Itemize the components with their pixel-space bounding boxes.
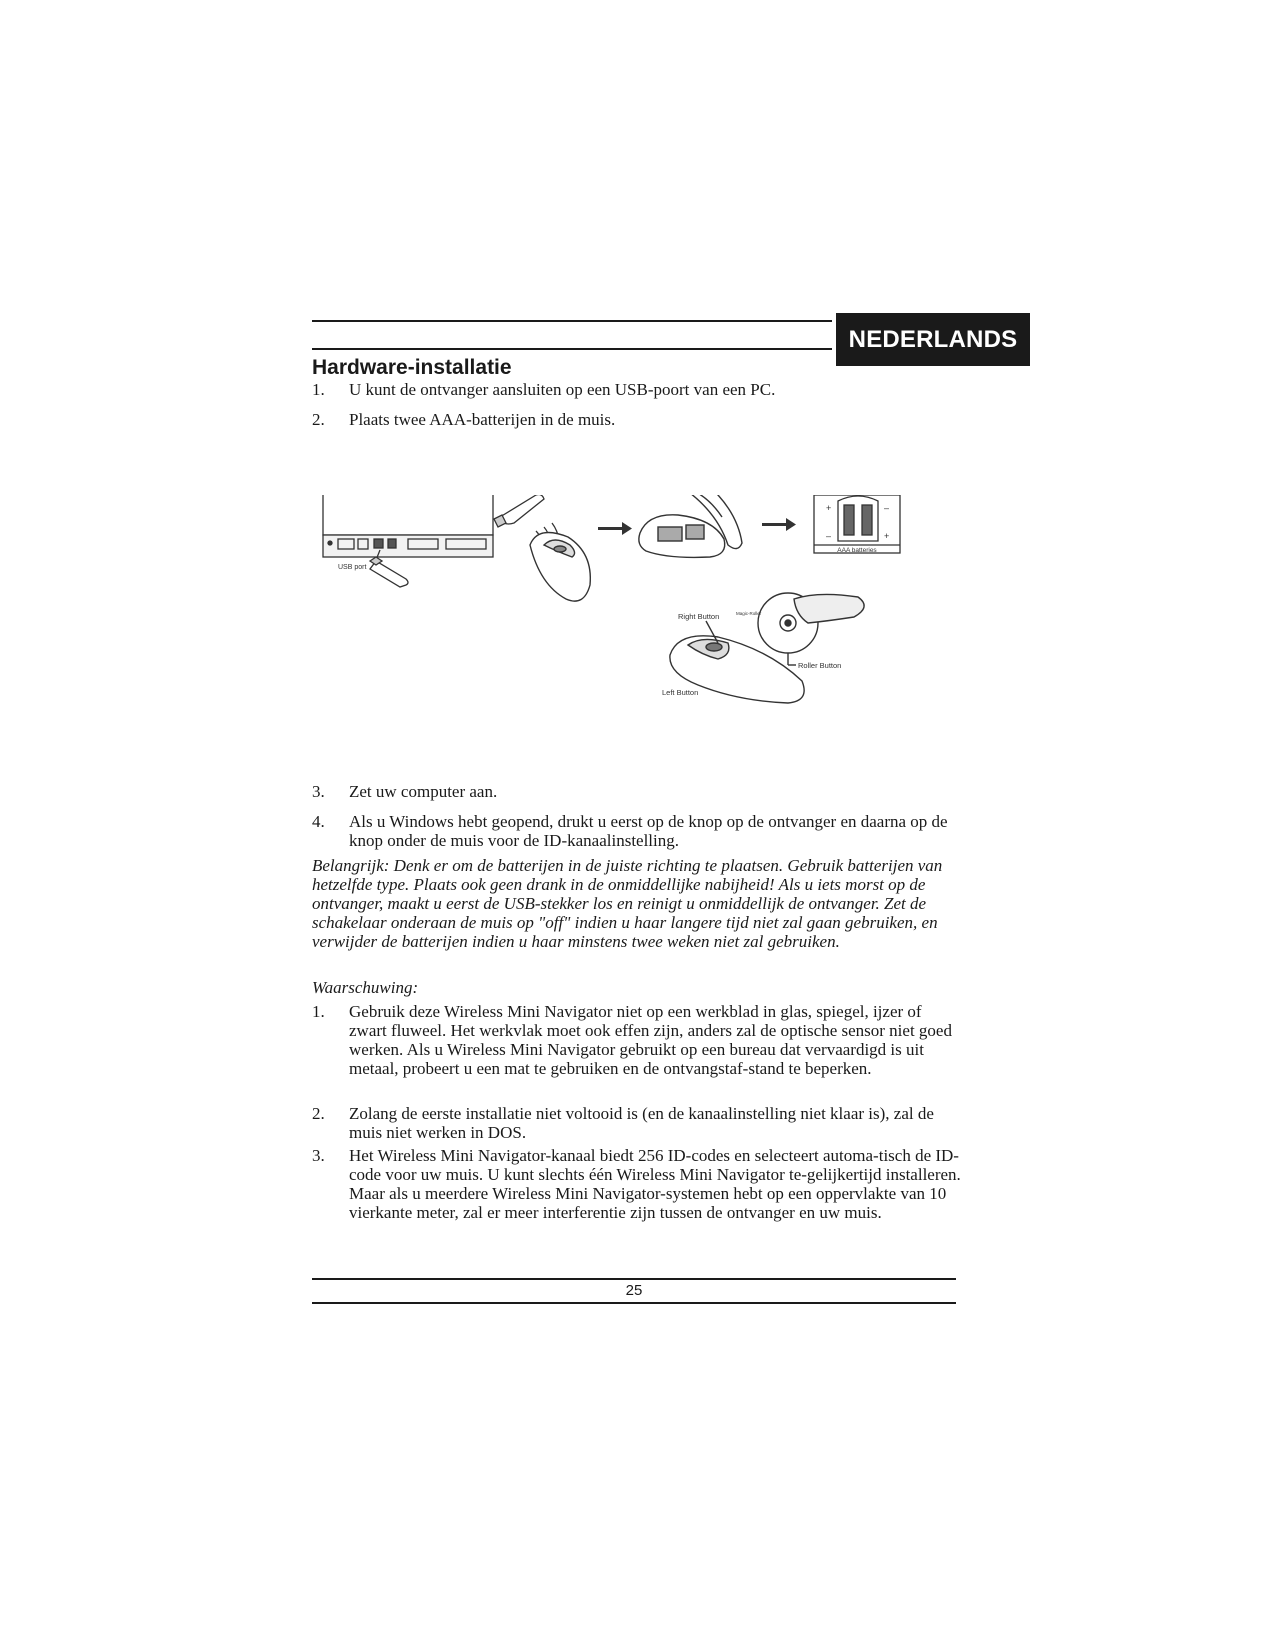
step-text: Als u Windows hebt geopend, drukt u eerst op de knop op de ontvanger en daarna op de knop onder de muis voor de ID-kanaalinstelling. xyxy=(349,812,948,850)
right-button-label: Right Button xyxy=(678,612,720,621)
left-button-label: Left Button xyxy=(662,688,699,697)
language-badge: NEDERLANDS xyxy=(836,313,1030,366)
footer-top-rule xyxy=(312,1278,956,1280)
warning-text: Gebruik deze Wireless Mini Navigator niet op een werkblad in glas, spiegel, ijzer of zwart fluweel. Het werkvlak moet ook effen zijn, anders zal de optische sensor niet goed werken. Als u Wireless Mini Navigator gebruikt op een bureau dat vervaardigd is uit metaal, probeert u een mat te gebruiken en de ontvangstaf-stand te beperken. xyxy=(349,1002,952,1078)
header-bottom-rule xyxy=(312,348,832,350)
warning-number: 1. xyxy=(312,1002,325,1021)
usb-receiver-top xyxy=(494,495,544,527)
laptop-rear-drawing xyxy=(323,495,493,565)
section-title: Hardware-installatie xyxy=(312,356,512,379)
step-3 xyxy=(312,782,962,801)
step-text: U kunt de ontvanger aansluiten op een USB-poort van een PC. xyxy=(349,380,776,399)
warning-2 xyxy=(312,1104,962,1142)
step-number: 3. xyxy=(312,782,325,801)
warning-3 xyxy=(312,1146,962,1222)
warning-1 xyxy=(312,1002,962,1078)
step-number: 2. xyxy=(312,410,325,429)
mouse-buttons-diagram xyxy=(670,593,864,703)
warning-label: Waarschuwing: xyxy=(312,978,419,997)
step-text: Plaats twee AAA-batterijen in de muis. xyxy=(349,410,616,429)
minus-sign: – xyxy=(826,531,832,541)
mouse-top-view xyxy=(530,533,590,602)
plus-sign: + xyxy=(826,503,832,513)
header-top-rule xyxy=(312,320,832,322)
roller-button-label: Roller Button xyxy=(798,661,842,670)
footer-bottom-rule xyxy=(312,1302,956,1304)
warning-text: Het Wireless Mini Navigator-kanaal biedt 256 ID-codes en selecteert automa-tisch de ID-code voor uw muis. U kunt slechts één Wireless Mini Navigator te-gelijkertijd installeren. Maar als u meerdere Wireless Mini Navigator-systemen hebt op een oppervlakte van 10 vierkante meter, zal er meer interferentie zijn tussen de ontvanger en uw muis. xyxy=(349,1146,961,1222)
step-1 xyxy=(312,380,962,399)
warning-number: 2. xyxy=(312,1104,325,1123)
open-mouse-battery-compartment xyxy=(639,495,742,557)
arrow-right-icon xyxy=(762,518,796,531)
installation-illustration xyxy=(318,495,908,725)
minus-sign: – xyxy=(884,503,890,513)
page-number: 25 xyxy=(625,1282,643,1299)
plus-sign: + xyxy=(884,531,890,541)
usb-port-label: USB port xyxy=(338,564,367,571)
warning-number: 3. xyxy=(312,1146,325,1165)
step-number: 4. xyxy=(312,812,325,831)
step-4 xyxy=(312,812,962,850)
arrow-right-icon xyxy=(598,522,632,535)
step-number: 1. xyxy=(312,380,325,399)
usb-receiver-bottom xyxy=(370,557,408,587)
step-2 xyxy=(312,410,962,429)
step-text: Zet uw computer aan. xyxy=(349,782,498,801)
batteries-label: AAA batteries xyxy=(837,547,877,554)
warning-text: Zolang de eerste installatie niet voltooid is (en de kanaalinstelling niet klaar is), zal de muis niet werken in DOS. xyxy=(349,1104,934,1142)
important-note: Belangrijk: Denk er om de batterijen in de juiste richting te plaatsen. Gebruik batterijen van hetzelfde type. Plaats ook geen drank in de onmiddellijke nabijheid! Als u iets morst op de ontvanger, maakt u eerst de USB-stekker los en reinigt u onmiddellijk de ontvanger. Zet de schakelaar onderaan de muis op "off" indien u haar langere tijd niet zal gaan gebruiken, en verwijder de batterijen indien u haar minstens twee weken niet zal gebruiken. xyxy=(312,856,943,951)
magic-roller-label: Magic-Roller xyxy=(736,611,762,616)
